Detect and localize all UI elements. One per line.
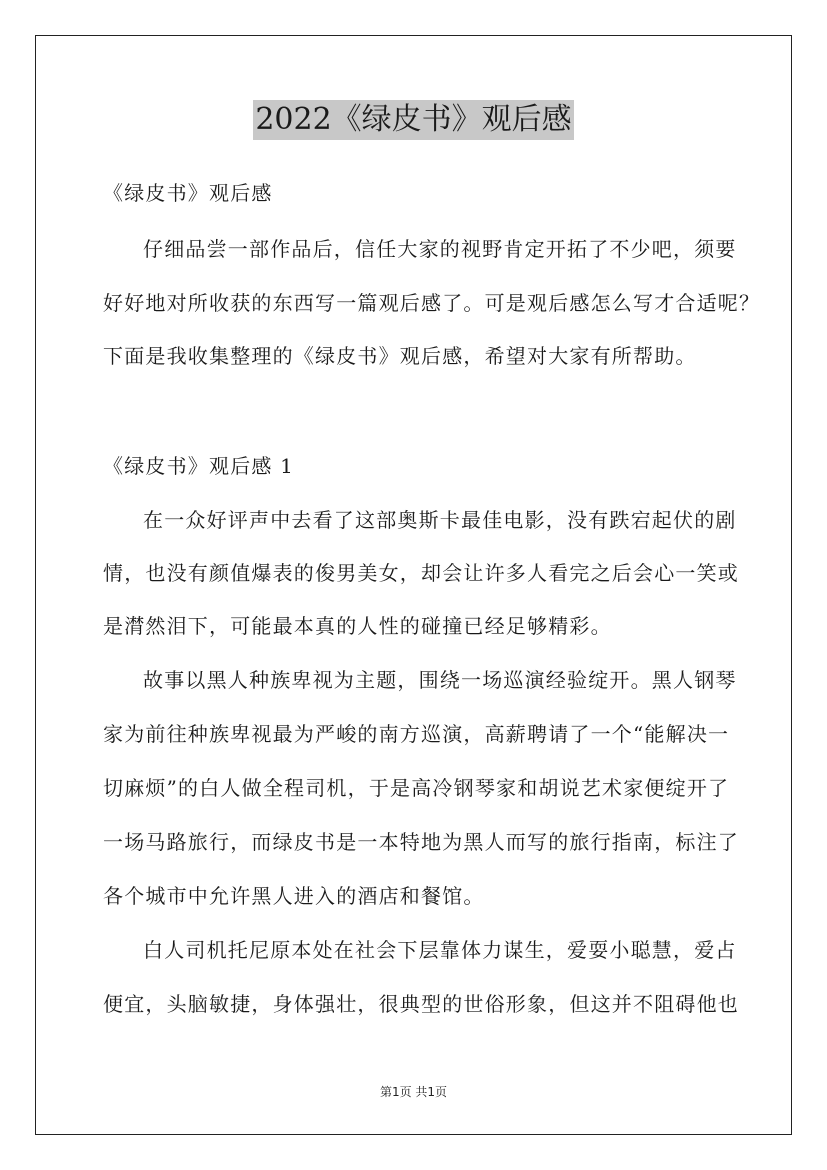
- page-footer: [0, 1083, 827, 1100]
- intro-line-1: 仔细品尝一部作品后，信任大家的视野肯定开拓了不少吧，须要: [143, 237, 737, 261]
- paragraph1-line-3: 是潸然泪下，可能最本真的人性的碰撞已经足够精彩。: [103, 614, 612, 638]
- paragraph1-line-2: 情，也没有颜值爆表的俊男美女，却会让许多人看完之后会心一笑或: [103, 561, 739, 585]
- title-container: [0, 100, 827, 140]
- subsection-heading: 《绿皮书》观后感 1: [103, 454, 295, 478]
- paragraph3-line-1: 白人司机托尼原本处在社会下层靠体力谋生，爱耍小聪慧，爱占: [143, 938, 737, 962]
- intro-line-2: 好好地对所收获的东西写一篇观后感了。可是观后感怎么写才合适呢？: [103, 291, 761, 315]
- paragraph2-line-4: 一场马路旅行，而绿皮书是一本特地为黑人而写的旅行指南，标注了: [103, 830, 739, 854]
- section-heading: 《绿皮书》观后感: [103, 181, 273, 205]
- paragraph2-line-1: 故事以黑人种族卑视为主题，围绕一场巡演经验绽开。黑人钢琴: [143, 668, 737, 692]
- intro-line-3: 下面是我收集整理的《绿皮书》观后感，希望对大家有所帮助。: [103, 344, 697, 368]
- paragraph3-line-2: 便宜，头脑敏捷，身体强壮，很典型的世俗形象，但这并不阻碍他也: [103, 992, 739, 1016]
- paragraph1-line-1: 在一众好评声中去看了这部奥斯卡最佳电影，没有跌宕起伏的剧: [143, 508, 737, 532]
- document-title: 2022《绿皮书》观后感: [253, 100, 573, 140]
- paragraph2-line-2: 家为前往种族卑视最为严峻的南方巡演，高薪聘请了一个“能解决一: [103, 722, 730, 746]
- paragraph2-line-3: 切麻烦”的白人做全程司机，于是高冷钢琴家和胡说艺术家便绽开了: [103, 776, 730, 800]
- page-number-label: 第1页 共1页: [379, 1085, 448, 1099]
- paragraph2-line-5: 各个城市中允许黑人进入的酒店和餐馆。: [103, 884, 485, 908]
